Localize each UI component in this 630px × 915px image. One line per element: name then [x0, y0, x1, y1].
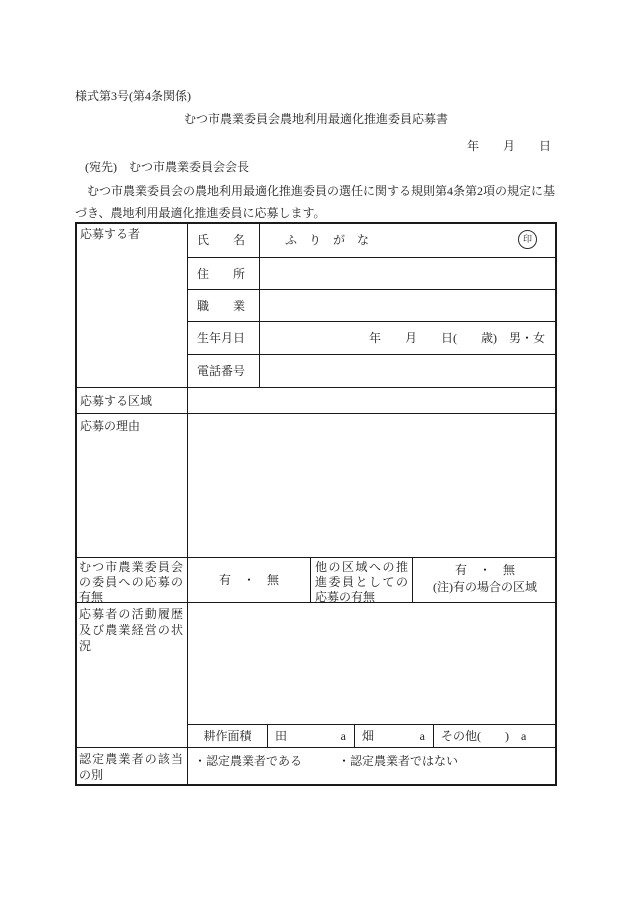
rice-field-cell [268, 725, 355, 748]
activity-value-cell [188, 603, 557, 725]
reason-label-cell: 応募の理由 [75, 414, 188, 558]
upland-field-cell [355, 725, 434, 748]
occupation-label-cell: 職 業 [188, 290, 260, 322]
region-value-cell [188, 388, 557, 414]
form-number: 様式第3号(第4条関係) [75, 89, 191, 103]
other-region-choice-cell [413, 558, 557, 603]
reason-value-cell [188, 414, 557, 558]
certified-farmer-options-cell: ・認定農業者である ・認定農業者ではない [194, 754, 459, 768]
addressee-line: (宛先) むつ市農業委員会会長 [85, 160, 249, 174]
application-table [75, 222, 557, 786]
address-label-cell: 住 所 [188, 258, 260, 290]
date-line: 年 月 日 [466, 139, 551, 153]
cultivated-area-label-cell: 耕作面積 [188, 725, 268, 748]
upland-field-unit: a [419, 729, 425, 743]
committee-application-label-cell: むつ市農業委員会の委員への応募の有無 [75, 558, 188, 603]
phone-label-cell: 電話番号 [188, 355, 260, 388]
furigana-label: ふ り が な [285, 232, 370, 247]
form-title: むつ市農業委員会農地利用最適化推進委員応募書 [183, 112, 448, 126]
other-field-cell: その他( ) a [434, 725, 557, 748]
occupation-value-cell [260, 290, 557, 322]
region-label-cell: 応募する区域 [75, 388, 188, 414]
applicant-section-cell: 応募する者 [75, 222, 188, 388]
birthdate-format-cell: 年 月 日( 歳) 男・女 [260, 322, 557, 355]
committee-choice-cell: 有 ・ 無 [188, 558, 311, 603]
address-value-cell [260, 258, 557, 290]
other-region-note: (注)有の場合の区域 [433, 580, 537, 594]
name-label-cell: 氏 名 [188, 222, 260, 258]
seal-icon: 印 [518, 230, 537, 249]
activity-label-cell: 応募者の活動履歴及び農業経営の状況 [75, 603, 188, 748]
upland-field-label: 畑 [362, 729, 375, 743]
certified-farmer-label-cell: 認定農業者の該当の別 [75, 748, 188, 786]
other-region-label-cell: 他の区域への推進委員としての応募の有無 [311, 558, 413, 603]
other-region-choice: 有 ・ 無 [454, 563, 515, 577]
rice-field-label: 田 [275, 729, 288, 743]
name-value-cell [260, 222, 557, 258]
rice-field-unit: a [340, 729, 346, 743]
intro-paragraph: むつ市農業委員会の農地利用最適化推進委員の選任に関する規則第4条第2項の規定に基 づき、農地利用最適化推進委員に応募します。 [75, 184, 556, 220]
birthdate-label-cell: 生年月日 [188, 322, 260, 355]
phone-value-cell [260, 355, 557, 388]
